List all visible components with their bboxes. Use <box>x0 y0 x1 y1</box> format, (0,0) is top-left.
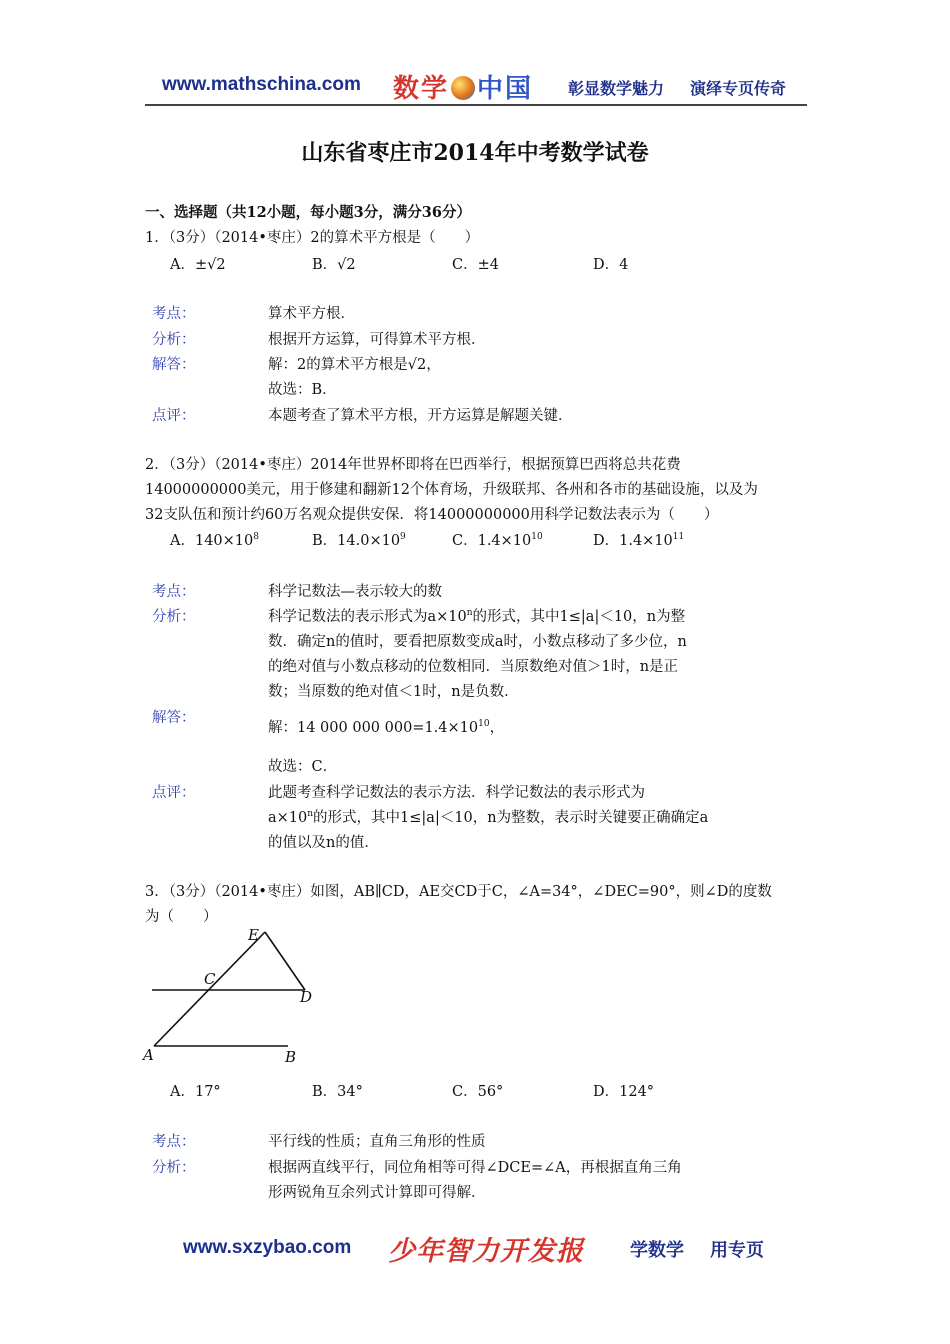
q2-kaodian: 科学记数法—表示较大的数 <box>268 584 442 600</box>
label-d: D <box>300 988 313 1006</box>
q2-stem-3: 32支队伍和预计约60万名观众提供安保．将14000000000用科学记数法表示为（ ） <box>145 507 719 523</box>
q3-fenxi-2: 形两锐角互余列式计算即可得解． <box>268 1185 486 1201</box>
q2-jieda-2: 故选：C． <box>268 759 338 775</box>
label-c: C <box>204 970 216 988</box>
q2-dianping-2-exp: n <box>307 809 314 820</box>
q2-option-d-base: D．1.4×10 <box>593 533 673 549</box>
q2-jieda-1b: ， <box>489 720 505 736</box>
line-ae <box>154 932 265 1046</box>
footer-brand: 少年智力开发报 <box>388 1236 584 1267</box>
q3-fenxi-1: 根据两直线平行，同位角相等可得∠DCE=∠A，再根据直角三角 <box>268 1160 682 1176</box>
q2-jieda-1-exp: 10 <box>478 719 490 730</box>
q2-option-c-exp: 10 <box>531 532 543 543</box>
q2-fenxi-1a: 科学记数法的表示形式为a×10 <box>268 609 467 625</box>
footer-slogan-2: 用专页 <box>710 1240 764 1261</box>
q1-kaodian: 算术平方根． <box>268 306 355 322</box>
q2-jieda-1 <box>268 716 504 737</box>
q1-option-d: D．4 <box>593 257 629 273</box>
header-url: www.mathschina.com <box>162 74 361 95</box>
q3-kaodian: 平行线的性质；直角三角形的性质 <box>268 1134 486 1150</box>
label-e: E <box>248 926 259 944</box>
q2-option-d <box>593 529 684 550</box>
q1-jieda-2: 故选：B． <box>268 382 337 398</box>
q1-option-a: A．±√2 <box>170 257 226 273</box>
header-logo <box>393 68 533 105</box>
q2-dianping-2a: a×10 <box>268 810 308 826</box>
q1-jieda-1: 解：2的算术平方根是√2， <box>268 357 441 373</box>
q3-option-a: A．17° <box>170 1084 221 1100</box>
q1-jieda-label: 解答： <box>152 357 196 373</box>
globe-icon <box>451 76 475 100</box>
q2-kaodian-label: 考点： <box>152 584 196 600</box>
page-title: 山东省枣庄市2014年中考数学试卷 <box>301 140 649 166</box>
logo-text-right: 中国 <box>477 74 534 104</box>
header-slogan-1: 彰显数学魅力 <box>568 79 665 98</box>
q2-option-c-base: C．1.4×10 <box>452 533 532 549</box>
label-b: B <box>285 1048 297 1066</box>
footer-url: www.sxzybao.com <box>183 1237 352 1258</box>
q2-stem-1: 2．（3分）（2014•枣庄）2014年世界杯即将在巴西举行，根据预算巴西将总共花费 <box>145 457 681 473</box>
q2-option-b-exp: 9 <box>400 532 406 543</box>
q3-fenxi-label: 分析： <box>152 1160 196 1176</box>
q2-dianping-3: 的值以及n的值． <box>268 835 379 851</box>
q3-kaodian-label: 考点： <box>152 1134 196 1150</box>
q2-jieda-label: 解答： <box>152 710 196 726</box>
footer-slogan-1: 学数学 <box>630 1240 684 1261</box>
q1-option-c: C．±4 <box>452 257 499 273</box>
header-slogan-2: 演绎专页传奇 <box>690 79 787 98</box>
q2-option-d-exp: 11 <box>672 532 685 543</box>
q2-stem-2: 14000000000美元，用于修建和翻新12个体育场，升级联邦、各州和各市的基础设施，以及为 <box>145 482 758 498</box>
q2-fenxi-1-exp: n <box>466 608 473 619</box>
q3-stem-2: 为（ ） <box>145 909 218 925</box>
section-heading: 一、选择题（共12小题，每小题3分，满分36分） <box>145 204 471 221</box>
q1-dianping: 本题考查了算术平方根，开方运算是解题关键． <box>268 408 573 424</box>
q1-fenxi-label: 分析： <box>152 332 196 348</box>
q2-fenxi-2: 数．确定n的值时，要看把原数变成a时，小数点移动了多少位，n <box>268 634 687 650</box>
q2-fenxi-3: 的绝对值与小数点移动的位数相同．当原数绝对值＞1时，n是正 <box>268 659 679 675</box>
q2-dianping-1: 此题考查科学记数法的表示方法．科学记数法的表示形式为 <box>268 785 645 801</box>
q2-fenxi-1b: 的形式，其中1≤|a|＜10，n为整 <box>472 609 686 625</box>
q2-fenxi-4: 数；当原数的绝对值＜1时，n是负数． <box>268 684 519 700</box>
q2-option-b <box>312 529 406 550</box>
line-ed <box>265 932 305 990</box>
q3-figure <box>140 922 330 1067</box>
q2-option-c <box>452 529 543 550</box>
q1-fenxi: 根据开方运算，可得算术平方根． <box>268 332 486 348</box>
q2-fenxi-label: 分析： <box>152 609 196 625</box>
q2-option-b-base: B．14.0×10 <box>312 533 401 549</box>
q1-option-b: B．√2 <box>312 257 356 273</box>
q1-stem: 1．（3分）（2014•枣庄）2的算术平方根是（ ） <box>145 230 480 246</box>
q3-option-b: B．34° <box>312 1084 363 1100</box>
q3-stem-1: 3．（3分）（2014•枣庄）如图，AB∥CD，AE交CD于C，∠A=34°，∠DEC=90°，则∠D的度数 <box>145 884 772 900</box>
q2-dianping-2 <box>268 806 708 827</box>
q2-jieda-1a: 解：14 000 000 000=1.4×10 <box>268 720 479 736</box>
q3-option-c: C．56° <box>452 1084 504 1100</box>
q2-option-a-base: A．140×10 <box>170 533 254 549</box>
q2-option-a-exp: 8 <box>253 532 259 543</box>
header-rule <box>145 104 807 106</box>
q2-option-a <box>170 529 259 550</box>
q2-dianping-2b: 的形式，其中1≤|a|＜10，n为整数，表示时关键要正确确定a <box>313 810 709 826</box>
q1-kaodian-label: 考点： <box>152 306 196 322</box>
logo-text-left: 数学 <box>393 74 450 104</box>
q1-dianping-label: 点评： <box>152 408 196 424</box>
q2-fenxi-1 <box>268 605 685 626</box>
q3-option-d: D．124° <box>593 1084 655 1100</box>
label-a: A <box>143 1046 154 1064</box>
q2-dianping-label: 点评： <box>152 785 196 801</box>
